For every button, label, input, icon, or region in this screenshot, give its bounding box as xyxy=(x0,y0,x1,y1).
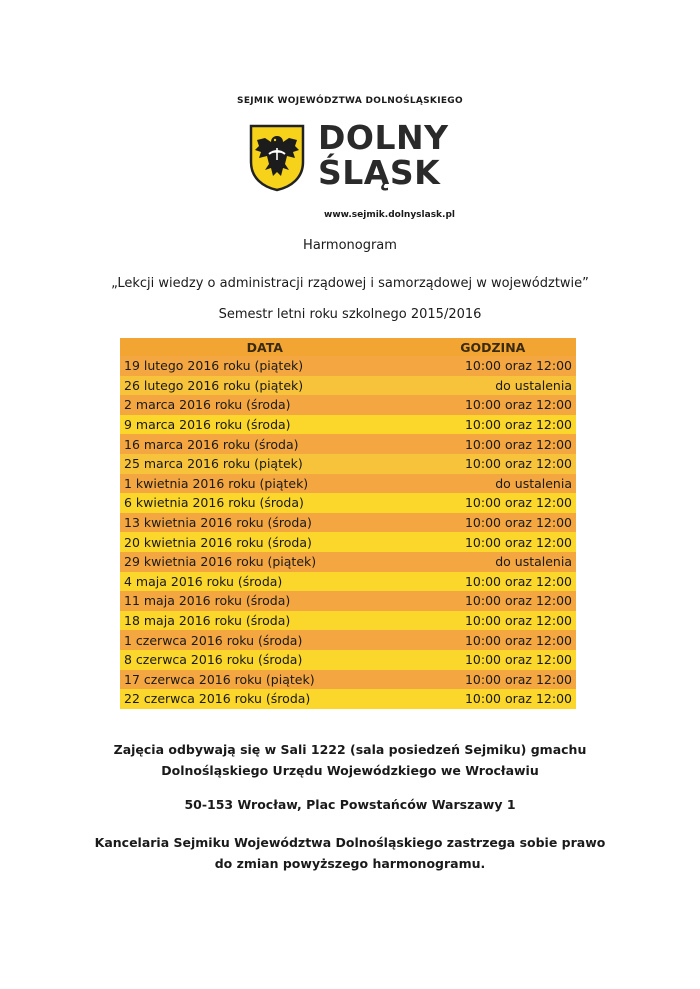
table-row xyxy=(120,434,576,454)
date-cell: 9 marca 2016 roku (środa) xyxy=(120,415,410,435)
time-cell: 10:00 oraz 12:00 xyxy=(410,513,576,533)
time-cell: 10:00 oraz 12:00 xyxy=(410,434,576,454)
website-link[interactable]: www.sejmik.dolnyslask.pl xyxy=(324,210,455,220)
date-cell: 2 marca 2016 roku (środa) xyxy=(120,395,410,415)
time-cell: 10:00 oraz 12:00 xyxy=(410,572,576,592)
time-cell: 10:00 oraz 12:00 xyxy=(410,670,576,690)
time-cell: 10:00 oraz 12:00 xyxy=(410,532,576,552)
location-line-1: Zajęcia odbywają się w Sali 1222 (sala posiedzeń Sejmiku) gmachu xyxy=(113,742,587,757)
time-cell: do ustalenia xyxy=(410,376,576,396)
time-cell: 10:00 oraz 12:00 xyxy=(410,591,576,611)
date-cell: 17 czerwca 2016 roku (piątek) xyxy=(120,670,410,690)
date-cell: 22 czerwca 2016 roku (środa) xyxy=(120,689,410,709)
time-cell: do ustalenia xyxy=(410,474,576,494)
table-row xyxy=(120,572,576,592)
date-cell: 6 kwietnia 2016 roku (środa) xyxy=(120,493,410,513)
table-row xyxy=(120,415,576,435)
location-line-2: Dolnośląskiego Urzędu Wojewódzkiego we Wrocławiu xyxy=(161,763,539,778)
eagle-coat-of-arms-icon xyxy=(249,124,305,192)
table-row xyxy=(120,395,576,415)
date-cell: 4 maja 2016 roku (środa) xyxy=(120,572,410,592)
column-header-date: DATA xyxy=(120,338,410,356)
time-cell: 10:00 oraz 12:00 xyxy=(410,395,576,415)
date-cell: 18 maja 2016 roku (środa) xyxy=(120,611,410,631)
date-cell: 29 kwietnia 2016 roku (piątek) xyxy=(120,552,410,572)
date-cell: 1 czerwca 2016 roku (środa) xyxy=(120,630,410,650)
date-cell: 8 czerwca 2016 roku (środa) xyxy=(120,650,410,670)
date-cell: 11 maja 2016 roku (środa) xyxy=(120,591,410,611)
notice-line-1: Kancelaria Sejmiku Województwa Dolnośląskiego zastrzega sobie prawo xyxy=(94,835,606,850)
logo-wordmark xyxy=(318,120,449,190)
semester-label: Semestr letni roku szkolnego 2015/2016 xyxy=(218,307,482,322)
time-cell: 10:00 oraz 12:00 xyxy=(410,611,576,631)
location-info xyxy=(0,739,700,781)
time-cell: 10:00 oraz 12:00 xyxy=(410,630,576,650)
document-subtitle: „Lekcji wiedzy o administracji rządowej i samorządowej w województwie” xyxy=(111,276,589,291)
time-cell: 10:00 oraz 12:00 xyxy=(410,415,576,435)
table-row xyxy=(120,493,576,513)
table-row xyxy=(120,689,576,709)
logo-line-1: DOLNY xyxy=(318,118,449,157)
table-row xyxy=(120,670,576,690)
table-row xyxy=(120,376,576,396)
table-row xyxy=(120,532,576,552)
table-row xyxy=(120,591,576,611)
time-cell: 10:00 oraz 12:00 xyxy=(410,650,576,670)
schedule-body xyxy=(120,356,576,709)
document-title: Harmonogram xyxy=(303,238,397,253)
column-header-time: GODZINA xyxy=(410,338,576,356)
address: 50-153 Wrocław, Plac Powstańców Warszawy 1 xyxy=(184,797,516,812)
date-cell: 13 kwietnia 2016 roku (środa) xyxy=(120,513,410,533)
time-cell: do ustalenia xyxy=(410,552,576,572)
organization-name: SEJMIK WOJEWÓDZTWA DOLNOŚLĄSKIEGO xyxy=(237,96,463,106)
notice xyxy=(0,832,700,874)
table-row xyxy=(120,513,576,533)
date-cell: 16 marca 2016 roku (środa) xyxy=(120,434,410,454)
table-row xyxy=(120,474,576,494)
table-row xyxy=(120,454,576,474)
schedule-table xyxy=(120,338,576,709)
date-cell: 20 kwietnia 2016 roku (środa) xyxy=(120,532,410,552)
time-cell: 10:00 oraz 12:00 xyxy=(410,356,576,376)
table-row xyxy=(120,356,576,376)
time-cell: 10:00 oraz 12:00 xyxy=(410,493,576,513)
time-cell: 10:00 oraz 12:00 xyxy=(410,454,576,474)
date-cell: 19 lutego 2016 roku (piątek) xyxy=(120,356,410,376)
notice-line-2: do zmian powyższego harmonogramu. xyxy=(214,856,486,871)
table-row xyxy=(120,611,576,631)
logo-line-2: ŚLĄSK xyxy=(318,153,441,192)
date-cell: 1 kwietnia 2016 roku (piątek) xyxy=(120,474,410,494)
table-row xyxy=(120,630,576,650)
table-row xyxy=(120,650,576,670)
date-cell: 26 lutego 2016 roku (piątek) xyxy=(120,376,410,396)
date-cell: 25 marca 2016 roku (piątek) xyxy=(120,454,410,474)
table-row xyxy=(120,552,576,572)
time-cell: 10:00 oraz 12:00 xyxy=(410,689,576,709)
table-header-row xyxy=(120,338,576,356)
